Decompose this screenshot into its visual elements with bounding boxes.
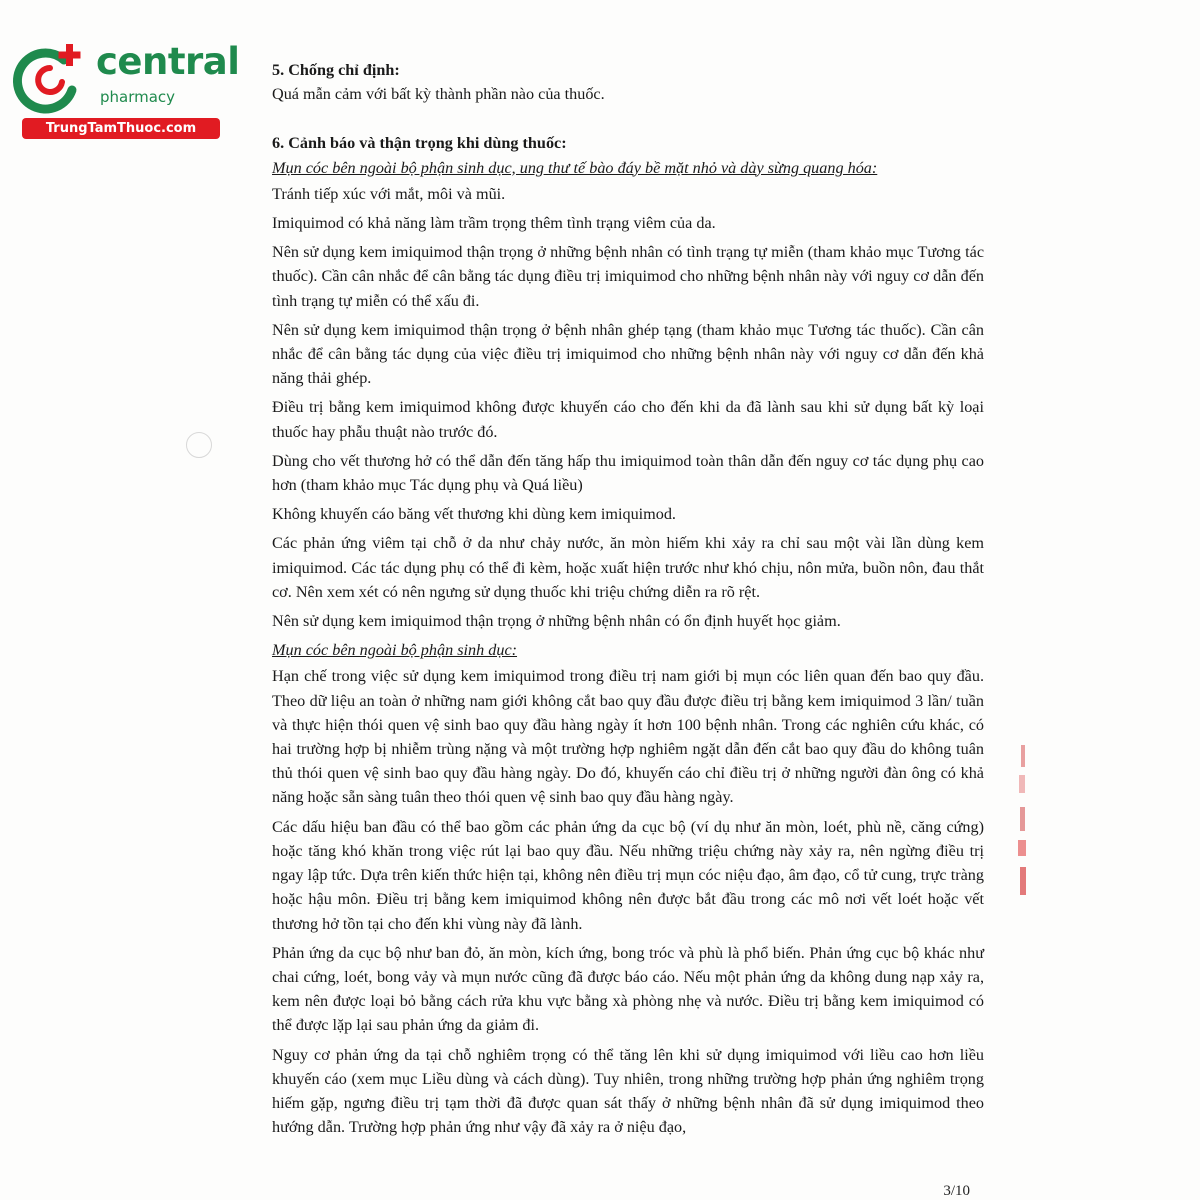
- punch-hole-mark: [186, 432, 212, 458]
- section-6-title: 6. Cảnh báo và thận trọng khi dùng thuốc:: [272, 134, 567, 153]
- document-body: [272, 58, 984, 1144]
- paragraph: Nên sử dụng kem imiquimod thận trọng ở những bệnh nhân có ổn định huyết học giảm.: [272, 612, 841, 631]
- paragraph: Nên sử dụng kem imiquimod thận trọng ở những bệnh nhân có tình trạng tự miễn (tham khảo mục Tương tác thuốc). Cần cân nhắc để cân bằng tác dụng điều trị imiquimod cho những bệnh nhân này với nguy cơ dẫn đến tình trạng tự miễn có thể xấu đi.: [272, 243, 984, 310]
- paragraph: Các dấu hiệu ban đầu có thể bao gồm các phản ứng da cục bộ (ví dụ như ăn mòn, loét, phù nề, căng cứng) hoặc tăng khó khăn trong việc rút lại bao quy đầu. Nếu những triệu chứng này xảy ra, nên ngừng điều trị ngay lập tức. Dựa trên kiến thức hiện tại, không nên điều trị mụn cóc niệu đạo, âm đạo, cổ tử cung, trực tràng hoặc hậu môn. Điều trị bằng kem imiquimod không nên được bắt đầu trong các mô nơi vết loét hoặc vết thương hở tồn tại cho đến khi vùng này đã lành.: [272, 817, 984, 933]
- paragraph: Phản ứng da cục bộ như ban đỏ, ăn mòn, kích ứng, bong tróc và phù là phổ biến. Phản ứng cục bộ khác như chai cứng, loét, bong vảy và mụn nước cũng đã được báo cáo. Nếu một phản ứng da không dung nạp xảy ra, kem nên được loại bỏ bằng cách rửa khu vực bằng xà phòng nhẹ và nước. Điều trị bằng kem imiquimod có thể được lặp lại sau phản ứng da giảm đi.: [272, 943, 984, 1035]
- logo-brand: central: [96, 40, 240, 83]
- paragraph: Nguy cơ phản ứng da tại chỗ nghiêm trọng có thể tăng lên khi sử dụng imiquimod với liều cao hơn liều khuyến cáo (xem mục Liều dùng và cách dùng). Tuy nhiên, trong những trường hợp phản ứng nghiêm trọng hiếm gặp, ngưng điều trị tạm thời đã được quan sát thấy ở những bệnh nhân đã sử dụng imiquimod theo hướng dẫn. Trường hợp phản ứng như vậy đã xảy ra ở niệu đạo,: [272, 1045, 984, 1137]
- pharmacy-cross-icon: [10, 38, 90, 118]
- paragraph: Dùng cho vết thương hở có thể dẫn đến tăng hấp thu imiquimod toàn thân dẫn đến nguy cơ tác dụng phụ cao hơn (tham khảo mục Tác dụng phụ và Quá liều): [272, 451, 984, 495]
- paragraph: Các phản ứng viêm tại chỗ ở da như chảy nước, ăn mòn hiếm khi xảy ra chỉ sau một vài lần dùng kem imiquimod. Các tác dụng phụ có thể đi kèm, hoặc xuất hiện trước như khó chịu, nôn mửa, buồn nôn, đau thắt cơ. Nên xem xét có nên ngưng sử dụng thuốc khi triệu chứng diễn ra rõ rệt.: [272, 534, 984, 601]
- paragraph: Nên sử dụng kem imiquimod thận trọng ở bệnh nhân ghép tạng (tham khảo mục Tương tác thuốc). Cần cân nhắc để cân bằng tác dụng của việc điều trị imiquimod cho những bệnh nhân này với nguy cơ dẫn đến khả năng thải ghép.: [272, 320, 984, 388]
- section-5-text: Quá mẫn cảm với bất kỳ thành phần nào của thuốc.: [272, 85, 605, 104]
- paragraph: Imiquimod có khả năng làm trầm trọng thêm tình trạng viêm của da.: [272, 214, 716, 233]
- page-number: 3/10: [943, 1183, 970, 1199]
- paragraph: Hạn chế trong việc sử dụng kem imiquimod trong điều trị nam giới bị mụn cóc liên quan đến bao quy đầu. Theo dữ liệu an toàn ở những nam giới không cắt bao quy đầu được điều trị bằng kem imiquimod 3 lần/ tuần và thực hiện thói quen vệ sinh bao quy đầu hàng ngày ít hơn 100 bệnh nhân. Trong các nghiên cứu khác, có hai trường hợp bị nhiễm trùng nặng và một trường hợp nghiêm ngặt dẫn đến cắt bao quy đầu do không tuân thủ thói quen vệ sinh bao quy đầu hàng ngày. Do đó, khuyến cáo chỉ điều trị ở những người đàn ông có khả năng hoặc sẵn sàng tuân theo thói quen vệ sinh bao quy đầu hàng ngày.: [272, 667, 984, 807]
- logo-site-url: TrungTamThuoc.com: [22, 118, 220, 139]
- logo-subtitle: pharmacy: [100, 88, 176, 106]
- central-pharmacy-logo[interactable]: [10, 38, 240, 138]
- paragraph: Tránh tiếp xúc với mắt, môi và mũi.: [272, 184, 506, 203]
- red-stamp-mark: [1016, 745, 1030, 905]
- subheading-warts-cancer: Mụn cóc bên ngoài bộ phận sinh dục, ung thư tế bào đáy bề mặt nhỏ và dày sừng quang hóa:: [272, 158, 878, 177]
- paragraph: Không khuyến cáo băng vết thương khi dùng kem imiquimod.: [272, 505, 676, 524]
- section-5-title: 5. Chống chỉ định:: [272, 61, 400, 79]
- paragraph: Điều trị bằng kem imiquimod không được khuyến cáo cho đến khi da đã lành sau khi sử dụng bất kỳ loại thuốc hay phẫu thuật nào trước đó.: [272, 398, 984, 441]
- subheading-genital-warts: Mụn cóc bên ngoài bộ phận sinh dục:: [272, 641, 518, 660]
